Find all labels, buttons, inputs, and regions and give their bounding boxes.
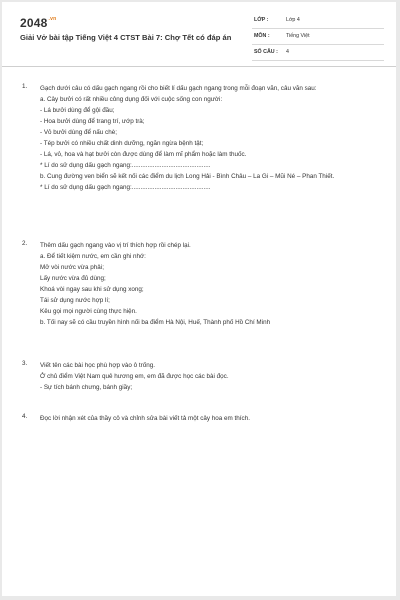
question-line: - Lá, vỏ, hoa và hạt bưởi còn được dùng để làm mĩ phẩm hoặc làm thuốc. [40,151,247,158]
question-number: 2. [22,240,28,247]
meta-row-grade [252,14,384,29]
meta-value: Lớp 4 [286,17,300,23]
meta-value: Tiếng Việt [286,33,310,39]
question-line: Kêu gọi mọi người cùng thực hiện. [40,308,137,315]
question-body [40,413,380,424]
question-number: 1. [22,83,28,90]
question-line: Ở chủ điểm Việt Nam quê hương em, em đã được học các bài đọc. [40,373,229,380]
question-line: - Vỏ bưởi dùng để nấu chè; [40,129,117,136]
meta-label: MÔN : [254,33,270,39]
document-title: Giải Vở bài tập Tiếng Việt 4 CTST Bài 7: Chợ Tết có đáp án [20,33,232,42]
question-line: Khoá vòi ngay sau khi sử dụng xong; [40,286,144,293]
worksheet-page [2,2,396,596]
question-line: - Tép bưởi có nhiều chất dinh dưỡng, ngăn ngừa bệnh tật; [40,140,204,147]
meta-value: 4 [286,49,289,55]
question-line: b. Cung đường ven biển sẽ kết nối các điểm du lịch Long Hải - Bình Châu – La Gi – Mũi Né – Phan Thiết. [40,173,335,180]
worksheet-meta [252,14,384,62]
worksheet-header [2,2,396,67]
question-line: - Lá bưởi dùng để gội đầu; [40,107,115,114]
meta-row-question-count [252,46,384,61]
question-line: Đọc lời nhận xét của thầy cô và chỉnh sửa bài viết tả một cây hoa em thích. [40,415,250,422]
question-body [40,83,380,193]
question-line: - Sự tích bánh chưng, bánh giầy; [40,384,133,391]
question-body [40,360,380,393]
question-line: b. Tối nay sẽ có cầu truyền hình nối ba điểm Hà Nội, Huế, Thành phố Hồ Chí Minh [40,319,271,326]
question-line: Mở vòi nước vừa phải; [40,264,104,271]
question-line: a. Để tiết kiệm nước, em cần ghi nhớ: [40,253,146,260]
question-line: Tái sử dụng nước hợp lí; [40,297,110,304]
question-line: Thêm dấu gạch ngang vào vị trí thích hợp rồi chép lại. [40,242,191,249]
question-body [40,240,380,328]
logo-suffix: .vn [48,16,57,22]
question-line: a. Cây bưởi có rất nhiều công dụng đối với cuộc sống con người: [40,96,223,103]
meta-row-subject [252,30,384,45]
question-line: Viết tên các bài học phù hợp vào ô trống. [40,362,155,369]
question-line: Gạch dưới câu có dấu gạch ngang rồi cho biết lí dấu gạch ngang trong mỗi đoạn văn, câu văn sau: [40,85,317,92]
question-line: * Lí do sử dụng dấu gạch ngang:............................................. [40,184,211,191]
site-logo[interactable] [20,16,56,30]
logo-text: 2048 [20,16,48,30]
question-line: - Hoa bưởi dùng để trang trí, ướp trà; [40,118,145,125]
meta-label: SỐ CÂU : [254,49,278,55]
question-number: 3. [22,360,28,367]
question-line: * Lí do sử dụng dấu gạch ngang:............................................. [40,162,211,169]
question-line: Lấy nước vừa đủ dùng; [40,275,106,282]
meta-label: LỚP : [254,17,269,23]
question-number: 4. [22,413,28,420]
